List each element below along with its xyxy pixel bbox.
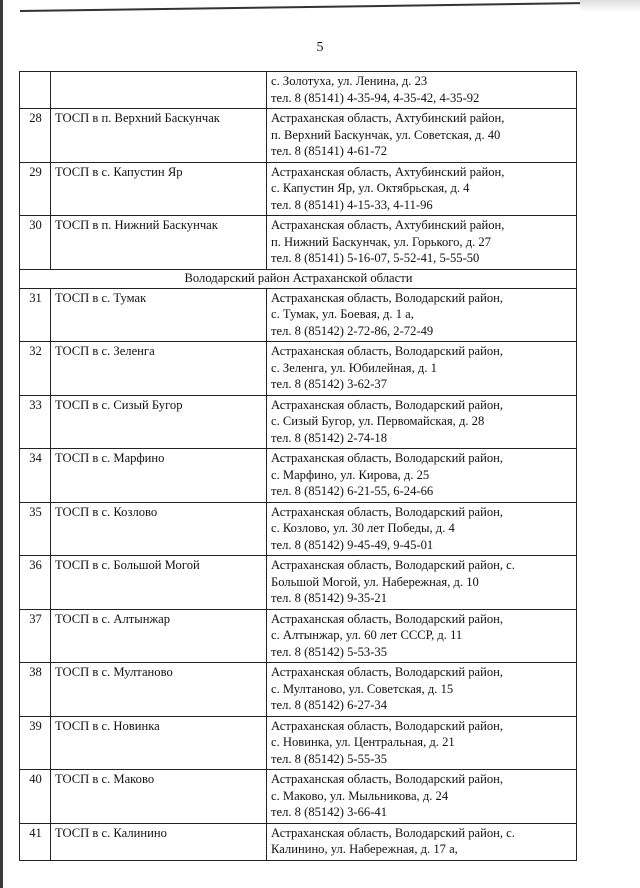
address-line: с. Марфино, ул. Кирова, д. 25 xyxy=(271,467,430,482)
table-row xyxy=(20,342,577,396)
address-cell xyxy=(267,288,577,342)
address-line: Астраханская область, Володарский район, xyxy=(271,504,504,519)
office-name-cell: ТОСП в с. Тумак xyxy=(51,288,267,342)
address-cell xyxy=(267,449,577,503)
row-number-cell xyxy=(20,72,51,109)
table-row xyxy=(20,770,577,824)
office-name-cell: ТОСП в с. Новинка xyxy=(51,716,267,770)
address-line: Астраханская область, Володарский район, с. xyxy=(271,825,515,840)
row-number-cell: 40 xyxy=(20,770,51,824)
address-line: Астраханская область, Володарский район, xyxy=(271,665,504,679)
address-cell xyxy=(267,716,577,770)
address-line: тел. 8 (85142) 5-53-35 xyxy=(271,644,388,659)
table-row xyxy=(20,716,577,770)
office-name-cell: ТОСП в п. Нижний Баскунчак xyxy=(51,216,267,270)
address-line: с. Зеленга, ул. Юбилейная, д. 1 xyxy=(271,360,437,375)
row-number-cell: 38 xyxy=(20,663,51,717)
address-line: Астраханская область, Володарский район, с. xyxy=(271,558,515,572)
section-header-body xyxy=(20,269,577,288)
address-cell xyxy=(267,609,577,663)
address-cell xyxy=(267,395,577,449)
row-number-cell: 34 xyxy=(20,449,51,503)
table-row xyxy=(20,109,577,163)
table-row xyxy=(20,556,577,610)
address-cell xyxy=(267,663,577,717)
office-name-cell: ТОСП в с. Большой Могой xyxy=(51,556,267,610)
address-cell xyxy=(267,342,577,396)
address-line: тел. 8 (85142) 9-45-49, 9-45-01 xyxy=(271,537,434,552)
table-row xyxy=(20,162,577,216)
address-line: тел. 8 (85142) 6-21-55, 6-24-66 xyxy=(271,484,434,498)
address-cell xyxy=(267,823,577,860)
address-cell xyxy=(267,72,577,109)
address-line: тел. 8 (85142) 3-62-37 xyxy=(271,377,388,391)
row-number-cell: 41 xyxy=(20,823,51,860)
address-line: Астраханская область, Володарский район, xyxy=(271,290,504,305)
scan-top-line xyxy=(20,2,580,12)
row-number-cell: 29 xyxy=(20,162,51,216)
address-line: тел. 8 (85142) 2-72-86, 2-72-49 xyxy=(271,323,434,338)
address-line: с. Мултаново, ул. Советская, д. 15 xyxy=(271,681,454,696)
row-number-cell: 32 xyxy=(20,342,51,396)
address-line: Астраханская область, Володарский район, xyxy=(271,344,504,358)
address-line: с. Сизый Бугор, ул. Первомайская, д. 28 xyxy=(271,414,485,428)
phone-line: тел. 8 (85141) 4-35-94, 4-35-42, 4-35-92 xyxy=(271,90,480,105)
address-line: тел. 8 (85142) 6-27-34 xyxy=(271,698,388,712)
table-row xyxy=(20,288,577,342)
table-body-volodarsky xyxy=(20,288,577,860)
address-cell xyxy=(267,216,577,270)
address-cell xyxy=(267,556,577,610)
address-line: с. Козлово, ул. 30 лет Победы, д. 4 xyxy=(271,521,455,535)
table-row xyxy=(20,663,577,717)
address-line: с. Новинка, ул. Центральная, д. 21 xyxy=(271,735,455,749)
address-line: с. Тумак, ул. Боевая, д. 1 а, xyxy=(271,307,414,321)
office-name-cell: ТОСП в с. Марфино xyxy=(51,449,267,503)
row-number-cell: 30 xyxy=(20,216,51,270)
table-body-ahtubinsky xyxy=(20,72,577,270)
scan-edge xyxy=(0,0,3,888)
office-name-cell: ТОСП в с. Алтынжар xyxy=(51,609,267,663)
address-line: Астраханская область, Ахтубинский район, xyxy=(271,111,505,125)
office-name-cell: ТОСП в с. Маково xyxy=(51,770,267,824)
address-line: Астраханская область, Володарский район, xyxy=(271,451,504,465)
row-number-cell: 37 xyxy=(20,609,51,663)
office-name-cell: ТОСП в с. Капустин Яр xyxy=(51,162,267,216)
address-cell xyxy=(267,109,577,163)
address-line: Калинино, ул. Набережная, д. 17 а, xyxy=(271,842,458,856)
address-line: с. Маково, ул. Мыльникова, д. 24 xyxy=(271,788,449,803)
address-line: тел. 8 (85142) 3-66-41 xyxy=(271,805,388,819)
office-name-cell: ТОСП в п. Верхний Баскунчак xyxy=(51,109,267,163)
row-number-cell: 36 xyxy=(20,556,51,610)
office-name-cell: ТОСП в с. Зеленга xyxy=(51,342,267,396)
office-registry-table xyxy=(19,71,577,861)
table-row xyxy=(20,395,577,449)
office-name-cell: ТОСП в с. Мултаново xyxy=(51,663,267,717)
address-line: тел. 8 (85142) 9-35-21 xyxy=(271,591,388,605)
office-name-cell: ТОСП в с. Сизый Бугор xyxy=(51,395,267,449)
table-row xyxy=(20,216,577,270)
page-number: 5 xyxy=(316,40,324,55)
address-line: с. Капустин Яр, ул. Октябрьская, д. 4 xyxy=(271,181,470,195)
table-row-continuation xyxy=(20,72,577,109)
row-number-cell: 28 xyxy=(20,109,51,163)
row-number-cell: 31 xyxy=(20,288,51,342)
address-line: Астраханская область, Ахтубинский район, xyxy=(271,164,505,179)
section-header-row xyxy=(20,269,577,288)
table-row xyxy=(20,823,577,860)
table-row xyxy=(20,609,577,663)
address-line: тел. 8 (85141) 5-16-07, 5-52-41, 5-55-50 xyxy=(271,251,480,265)
table-row xyxy=(20,449,577,503)
address-line: тел. 8 (85142) 5-55-35 xyxy=(271,751,388,766)
row-number-cell: 35 xyxy=(20,502,51,556)
address-line: с. Алтынжар, ул. 60 лет СССР, д. 11 xyxy=(271,628,463,642)
address-line: Астраханская область, Ахтубинский район, xyxy=(271,218,505,232)
address-line: п. Верхний Баскунчак, ул. Советская, д. 40 xyxy=(271,127,501,142)
address-line: Астраханская область, Володарский район, xyxy=(271,772,504,786)
address-cell xyxy=(267,502,577,556)
address-line: с. Золотуха, ул. Ленина, д. 23 xyxy=(271,74,428,88)
office-name-cell: ТОСП в с. Калинино xyxy=(51,823,267,860)
address-line: Большой Могой, ул. Набережная, д. 10 xyxy=(271,574,479,589)
address-line: тел. 8 (85141) 4-61-72 xyxy=(271,144,388,158)
row-number-cell: 33 xyxy=(20,395,51,449)
address-line: Астраханская область, Володарский район, xyxy=(271,718,504,733)
address-line: Астраханская область, Володарский район, xyxy=(271,397,504,412)
row-number-cell: 39 xyxy=(20,716,51,770)
address-cell xyxy=(267,162,577,216)
office-name-cell xyxy=(51,72,267,109)
address-line: Астраханская область, Володарский район, xyxy=(271,611,504,626)
scan-corner-shadow xyxy=(580,0,640,12)
address-line: п. Нижний Баскунчак, ул. Горького, д. 27 xyxy=(271,234,492,249)
address-line: тел. 8 (85142) 2-74-18 xyxy=(271,430,388,445)
district-section-title: Володарский район Астраханской области xyxy=(20,269,577,288)
table-row xyxy=(20,502,577,556)
address-line: тел. 8 (85141) 4-15-33, 4-11-96 xyxy=(271,197,433,212)
address-cell xyxy=(267,770,577,824)
office-name-cell: ТОСП в с. Козлово xyxy=(51,502,267,556)
